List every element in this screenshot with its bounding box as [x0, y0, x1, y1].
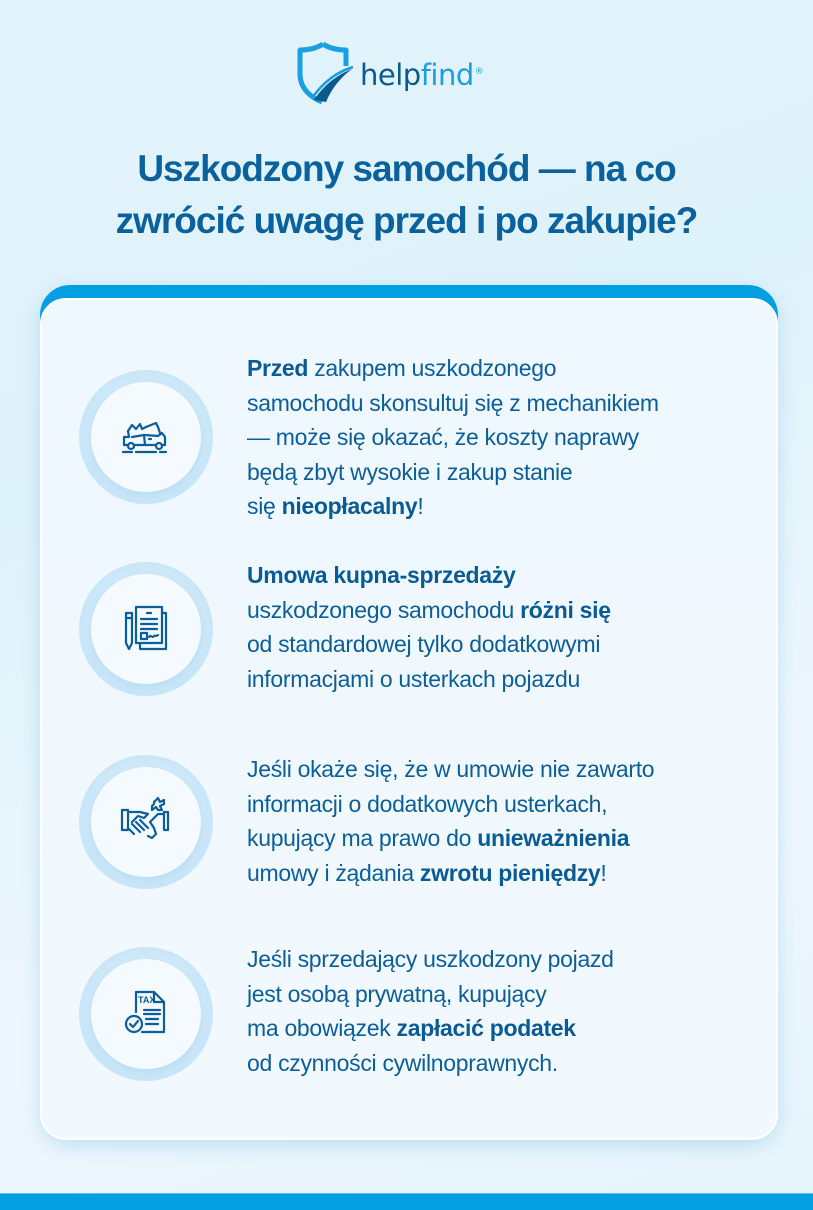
text-line: ma obowiązek zapłacić podatek: [247, 1015, 576, 1041]
text-line: umowy i żądania zwrotu pieniędzy!: [247, 859, 607, 886]
icon-circle: [79, 370, 213, 504]
title-line-2: zwrócić uwagę przed i po zakupie?: [115, 200, 698, 241]
text-line: się nieopłacalny!: [247, 493, 424, 519]
footer-accent-bar: [0, 1193, 813, 1210]
damaged-car-icon: [118, 409, 174, 465]
icon-circle: [79, 562, 213, 696]
text-line: od standardowej tylko dodatkowymi: [247, 631, 601, 657]
logo-wordmark: [360, 58, 483, 92]
helpfind-logo: [292, 40, 483, 106]
info-text-2: [247, 558, 767, 696]
text-line: uszkodzonego samochodu różni się: [247, 596, 611, 623]
info-card: [40, 285, 778, 1140]
text-line: od czynności cywilnoprawnych.: [247, 1049, 558, 1076]
text-line: jest osobą prywatną, kupujący: [247, 980, 547, 1007]
logo-text-find: find: [420, 58, 474, 92]
svg-text:TAX: TAX: [138, 995, 156, 1005]
text-line: Jeśli sprzedający uszkodzony pojazd: [247, 946, 614, 972]
text-line: Jeśli okaże się, że w umowie nie zawarto: [247, 756, 655, 782]
logo-text-help: help: [360, 58, 421, 92]
info-text-3: [247, 752, 767, 890]
contract-document-icon: [118, 601, 174, 657]
trademark-symbol: ®: [474, 67, 484, 78]
broken-handshake-icon: [118, 794, 174, 850]
text-line: samochodu skonsultuj się z mechanikiem: [247, 389, 659, 416]
text-line: Umowa kupna-sprzedaży: [247, 562, 516, 588]
text-line: Przed zakupem uszkodzonego: [247, 355, 557, 381]
info-card-body: [40, 298, 778, 1140]
text-line: kupujący ma prawo do unieważnienia: [247, 825, 630, 851]
icon-circle: [79, 755, 213, 889]
text-line: będą zbyt wysokie i zakup stanie: [247, 458, 573, 485]
text-line: informacjami o usterkach pojazdu: [247, 665, 581, 692]
info-text-1: [247, 351, 767, 524]
tax-document-icon: [118, 986, 174, 1042]
title-line-1: Uszkodzony samochód — na co: [137, 148, 676, 189]
shield-check-icon: [292, 40, 354, 106]
info-text-4: [247, 942, 767, 1080]
icon-circle: [79, 947, 213, 1081]
text-line: informacji o dodatkowych usterkach,: [247, 790, 608, 817]
text-line: — może się okazać, że koszty naprawy: [247, 424, 639, 450]
page-title: [0, 143, 813, 247]
